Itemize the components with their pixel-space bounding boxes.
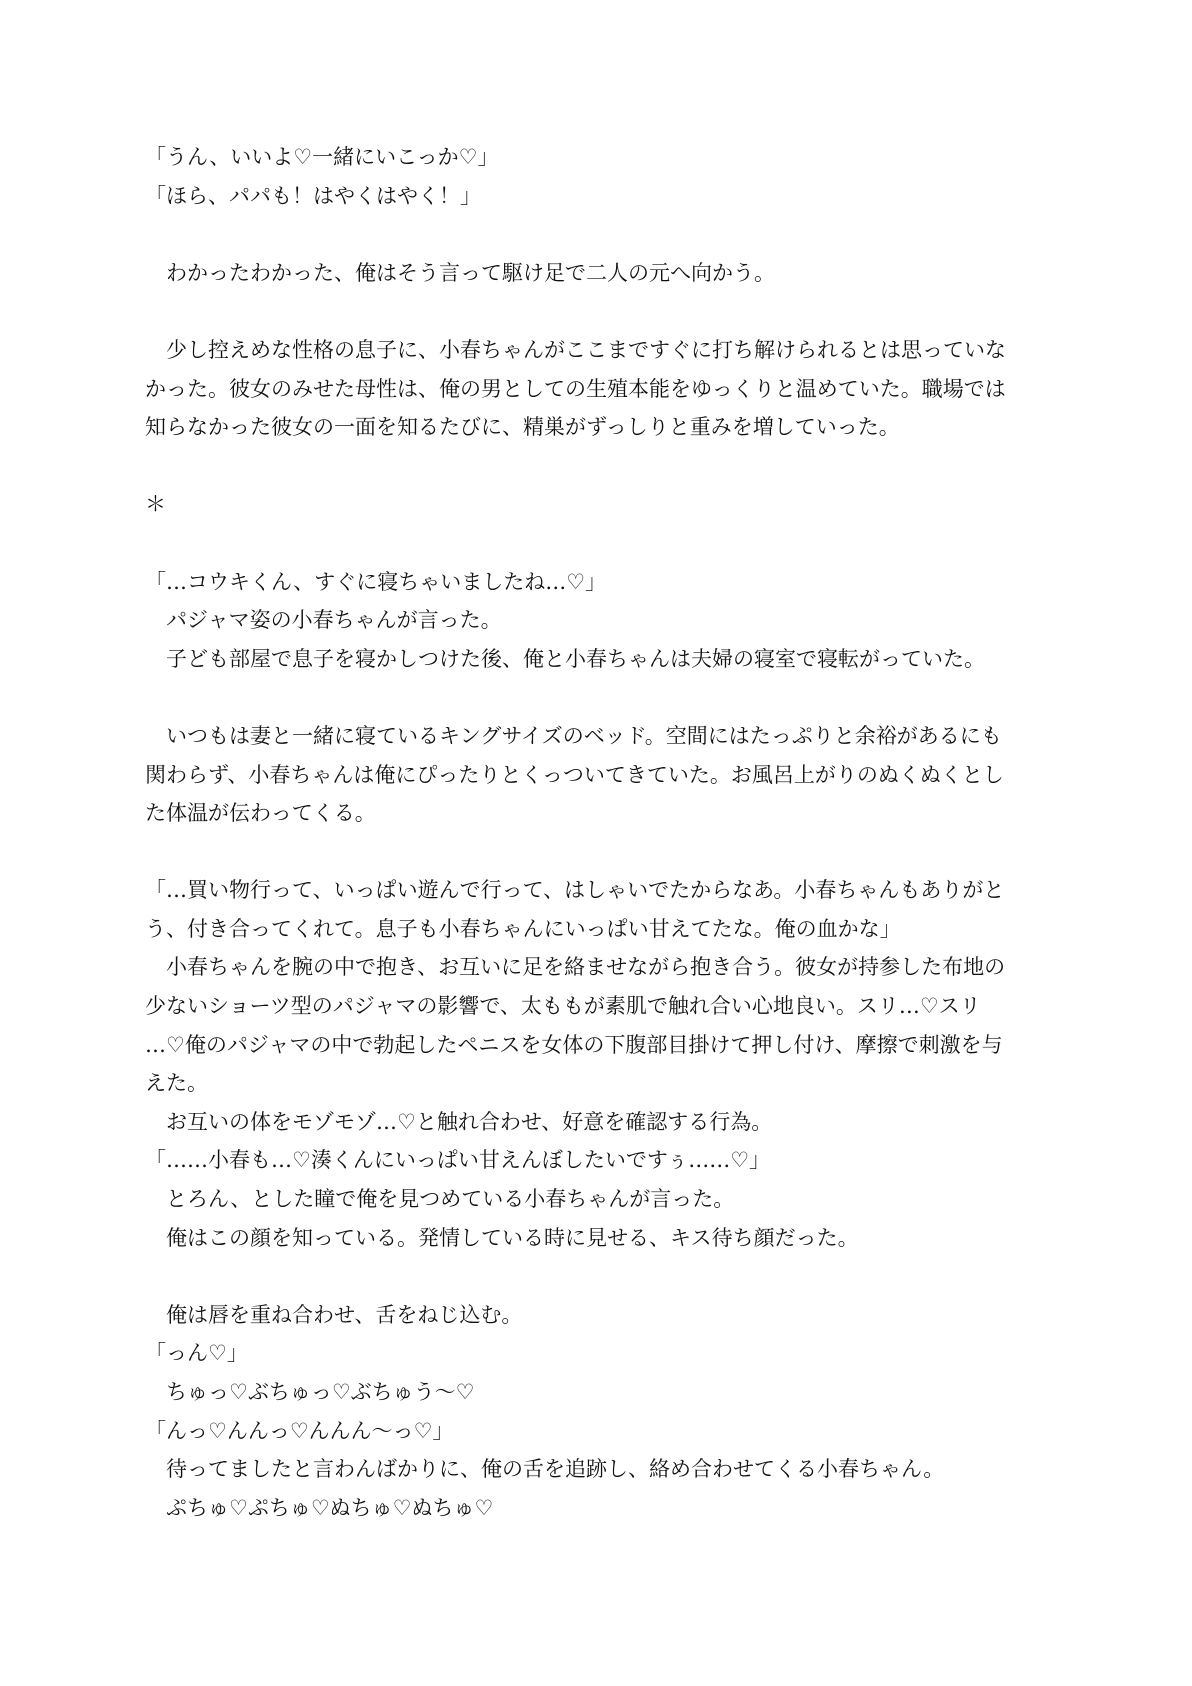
text-line: 少し控えめな性格の息子に、小春ちゃんがここまですぐに打ち解けられるとは思っていな <box>145 337 1006 362</box>
blank-line <box>145 215 1055 254</box>
text-line: 関わらず、小春ちゃんは俺にぴったりとくっついてきていた。お風呂上がりのぬくぬくとし <box>145 762 1004 787</box>
text-line: …♡俺のパジャマの中で勃起したペニスを女体の下腹部目掛けて押し付け、摩擦で刺激を与 <box>145 1032 1003 1057</box>
text-line: 「ほら、パパも！はやくはやく！」 <box>145 183 481 208</box>
text-line: 「…コウキくん、すぐに寝ちゃいましたね…♡」 <box>145 569 607 594</box>
text-line: わかったわかった、俺はそう言って駆け足で二人の元へ向かう。 <box>145 260 775 285</box>
body-text <box>145 138 1055 1527</box>
text-line: 「……小春も…♡湊くんにいっぱい甘えんぼしたいですぅ……♡」 <box>145 1148 771 1173</box>
blank-line <box>145 447 1055 486</box>
blank-line <box>145 833 1055 872</box>
text-line: ちゅっ♡ぶちゅっ♡ぶちゅう〜♡ <box>145 1380 475 1404</box>
blank-line <box>145 524 1055 563</box>
blank-line <box>145 678 1055 717</box>
text-line: う、付き合ってくれて。息子も小春ちゃんにいっぱい甘えてたな。俺の血かな」 <box>145 916 901 941</box>
blank-line <box>145 292 1055 331</box>
section-break-asterisk: ＊ <box>145 492 166 517</box>
text-line: ぷちゅ♡ぷちゅ♡ぬちゅ♡ぬちゅ♡ <box>145 1495 494 1520</box>
text-line: 俺はこの顔を知っている。発情している時に見せる、キス待ち顔だった。 <box>145 1225 859 1250</box>
text-line: 「うん、いいよ♡一緒にいこっか♡」 <box>145 145 499 169</box>
text-line: パジャマ姿の小春ちゃんが言った。 <box>145 608 502 633</box>
text-line: 「…買い物行って、いっぱい遊んで行って、はしゃいでたからなあ。小春ちゃんもありがと <box>145 878 1005 903</box>
text-line: 知らなかった彼女の一面を知るたびに、精巣がずっしりと重みを増していった。 <box>145 415 900 440</box>
text-line: えた。 <box>145 1071 208 1096</box>
text-line: かった。彼女のみせた母性は、俺の男としての生殖本能をゆっくりと温めていた。職場では <box>145 376 1006 401</box>
text-line: いつもは妻と一緒に寝ているキングサイズのベッド。空間にはたっぷりと余裕があるにも <box>145 723 1002 748</box>
text-line: 子ども部屋で息子を寝かしつけた後、俺と小春ちゃんは夫婦の寝室で寝転がっていた。 <box>145 646 985 671</box>
text-line: 待ってましたと言わんばかりに、俺の舌を追跡し、絡め合わせてくる小春ちゃん。 <box>145 1457 945 1482</box>
text-line: お互いの体をモゾモゾ…♡と触れ合わせ、好意を確認する行為。 <box>145 1109 773 1134</box>
text-line: 「んっ♡んんっ♡んんん〜っ♡」 <box>145 1418 454 1443</box>
text-line: 少ないショーツ型のパジャマの影響で、太ももが素肌で触れ合い心地良い。スリ…♡スリ <box>145 994 981 1019</box>
text-line: 小春ちゃんを腕の中で抱き、お互いに足を絡ませながら抱き合う。彼女が持参した布地の <box>145 955 1006 980</box>
text-line: た体温が伝わってくる。 <box>145 801 376 826</box>
blank-line <box>145 1257 1055 1296</box>
text-line: 「っん♡」 <box>145 1341 248 1366</box>
text-line: 俺は唇を重ね合わせ、舌をねじ込む。 <box>145 1302 523 1327</box>
text-line: とろん、とした瞳で俺を見つめている小春ちゃんが言った。 <box>145 1187 735 1212</box>
